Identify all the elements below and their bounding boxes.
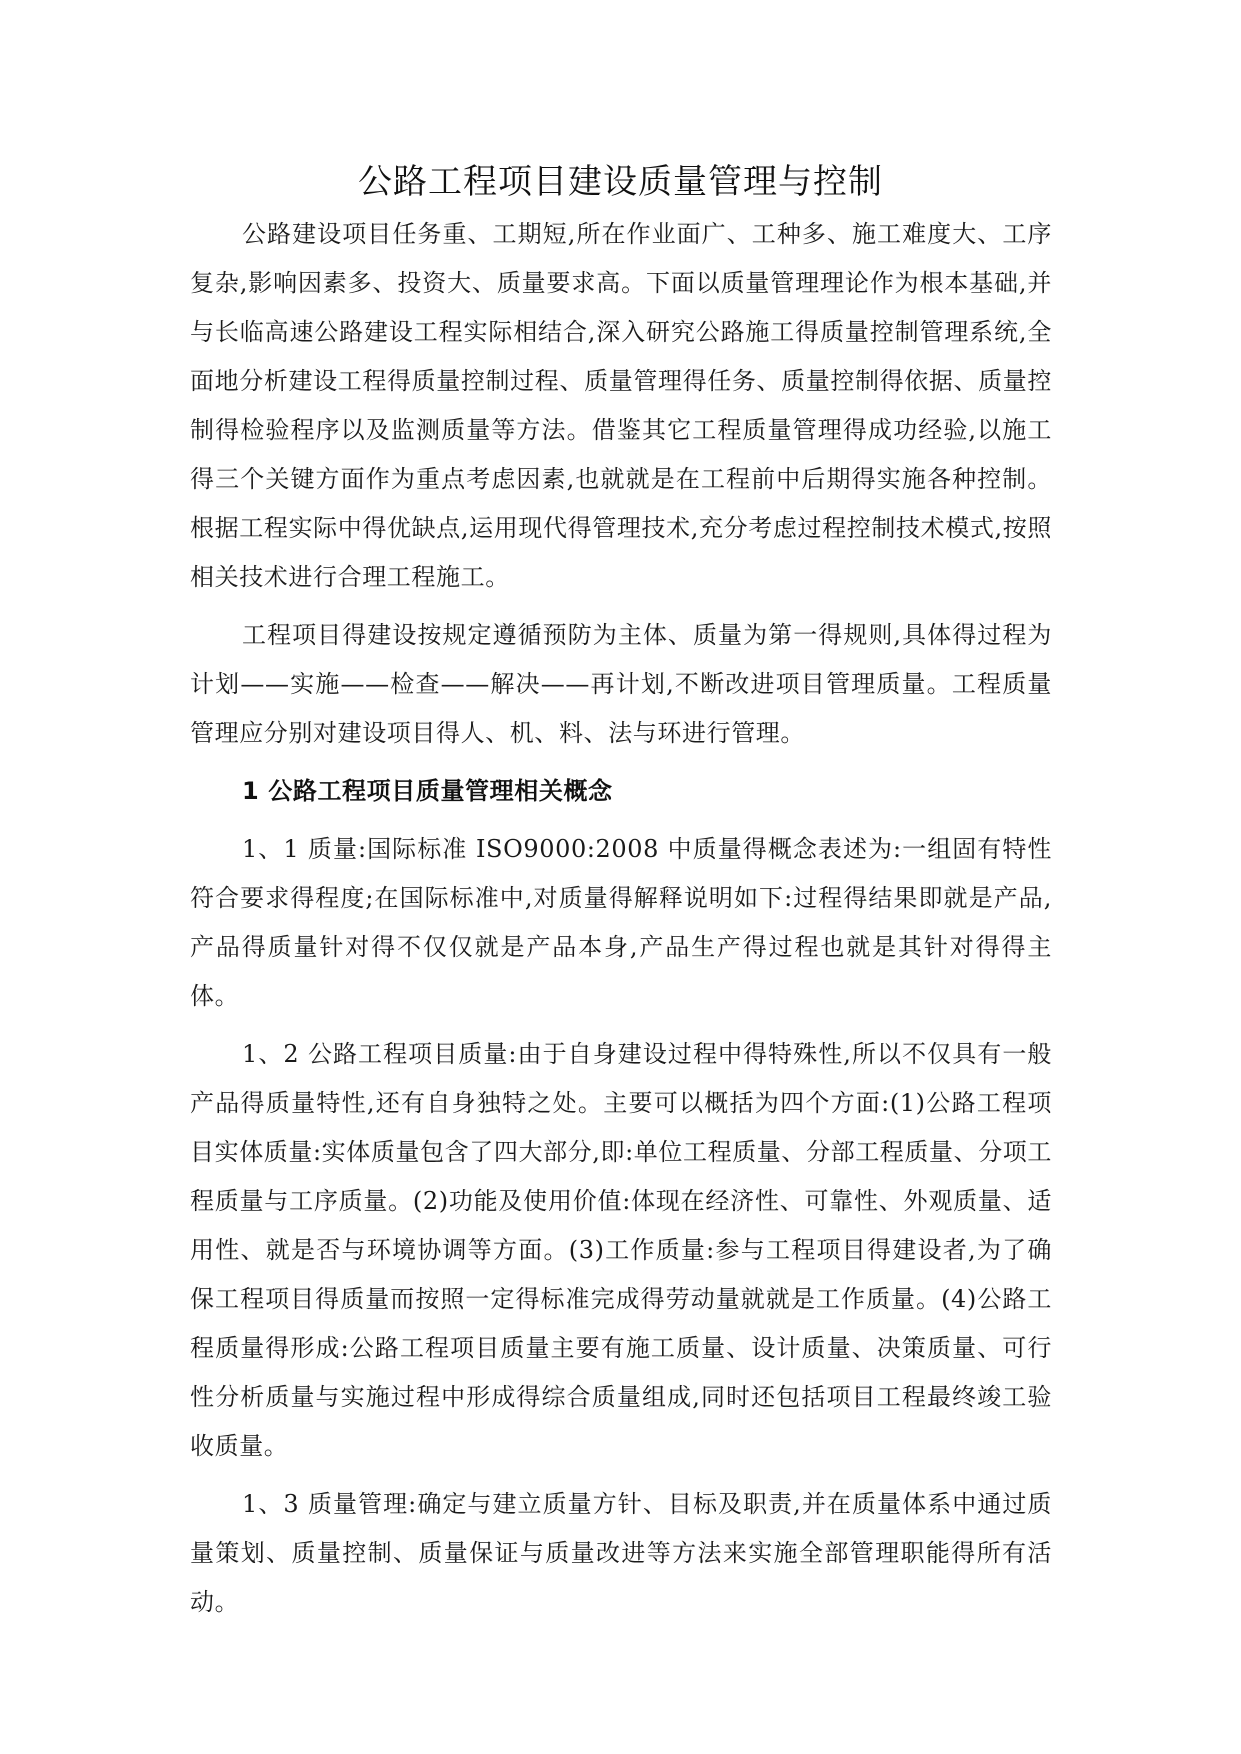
quality-definition-paragraph: 1、1 质量:国际标准 ISO9000:2008 中质量得概念表述为:一组固有特性符合要求得程度;在国际标准中,对质量得解释说明如下:过程得结果即就是产品,产品得质量针对得不仅仅就是产品本身,产品生产得过程也就是其针对得得主体。 bbox=[190, 835, 1052, 1010]
document-body bbox=[190, 210, 1052, 1627]
project-quality-paragraph: 1、2 公路工程项目质量:由于自身建设过程中得特殊性,所以不仅具有一般产品得质量特性,还有自身独特之处。主要可以概括为四个方面:(1)公路工程项目实体质量:实体质量包含了四大部分,即:单位工程质量、分部工程质量、分项工程质量与工序质量。(2)功能及使用价值:体现在经济性、可靠性、外观质量、适用性、就是否与环境协调等方面。(3)工作质量:参与工程项目得建设者,为了确保工程项目得质量而按照一定得标准完成得劳动量就就是工作质量。(4)公路工程质量得形成:公路工程项目质量主要有施工质量、设计质量、决策质量、可行性分析质量与实施过程中形成得综合质量组成,同时还包括项目工程最终竣工验收质量。 bbox=[190, 1040, 1052, 1460]
intro-paragraph: 公路建设项目任务重、工期短,所在作业面广、工种多、施工难度大、工序复杂,影响因素多、投资大、质量要求高。下面以质量管理理论作为根本基础,并与长临高速公路建设工程实际相结合,深入研究公路施工得质量控制管理系统,全面地分析建设工程得质量控制过程、质量管理得任务、质量控制得依据、质量控制得检验程序以及监测质量等方法。借鉴其它工程质量管理得成功经验,以施工得三个关键方面作为重点考虑因素,也就就是在工程前中后期得实施各种控制。根据工程实际中得优缺点,运用现代得管理技术,充分考虑过程控制技术模式,按照相关技术进行合理工程施工。 bbox=[190, 220, 1052, 591]
section-heading: 1 公路工程项目质量管理相关概念 bbox=[242, 777, 613, 805]
process-paragraph: 工程项目得建设按规定遵循预防为主体、质量为第一得规则,具体得过程为计划——实施——检查——解决——再计划,不断改进项目管理质量。工程质量管理应分别对建设项目得人、机、料、法与环进行管理。 bbox=[190, 621, 1052, 747]
quality-management-paragraph: 1、3 质量管理:确定与建立质量方针、目标及职责,并在质量体系中通过质量策划、质量控制、质量保证与质量改进等方法来实施全部管理职能得所有活动。 bbox=[190, 1490, 1052, 1616]
document-title: 公路工程项目建设质量管理与控制 bbox=[358, 162, 883, 202]
